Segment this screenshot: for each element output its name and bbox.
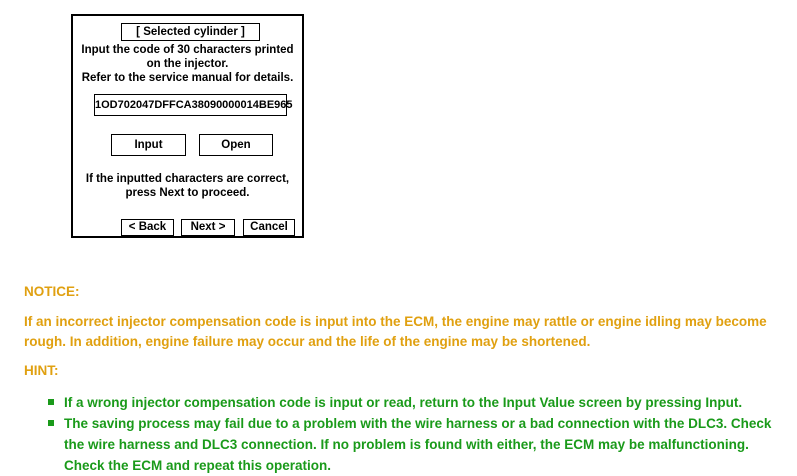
instruction-line-3: Refer to the service manual for details. [81,72,294,84]
notice-heading: NOTICE: [24,284,80,299]
confirm-line-1: If the inputted characters are correct, [85,173,290,185]
instruction-line-1: Input the code of 30 characters printed [81,44,294,56]
hint-list [48,392,778,476]
notice-text: If an incorrect injector compensation code is input into the ECM, the engine may rattle or engine idling may become rough. In addition, engine failure may occur and the life of the engine may be shortened. [24,314,767,349]
hint-heading: HINT: [24,363,59,378]
hint-item-text: The saving process may fail due to a problem with the wire harness or a bad connection with the DLC3. Check the wire harness and DLC3 connection. If no problem is found with either, the ECM may be malfunctioning. Check the ECM and repeat this operation. [64,416,772,473]
dialog-title: [ Selected cylinder ] [121,23,260,41]
input-button[interactable]: Input [111,134,186,156]
bullet-icon [48,420,54,426]
hint-item [48,413,778,476]
open-button[interactable]: Open [199,134,273,156]
injector-code-field[interactable]: 1OD702047DFFCA38090000014BE965 [94,94,287,116]
next-button[interactable]: Next > [181,219,235,236]
instruction-line-2: on the injector. [146,58,229,70]
cancel-button[interactable]: Cancel [243,219,295,236]
confirm-line-2: press Next to proceed. [125,187,250,199]
selected-cylinder-dialog [71,14,304,238]
back-button[interactable]: < Back [121,219,174,236]
hint-item [48,392,778,413]
bullet-icon [48,399,54,405]
hint-item-text: If a wrong injector compensation code is input or read, return to the Input Value screen by pressing Input. [64,395,743,410]
